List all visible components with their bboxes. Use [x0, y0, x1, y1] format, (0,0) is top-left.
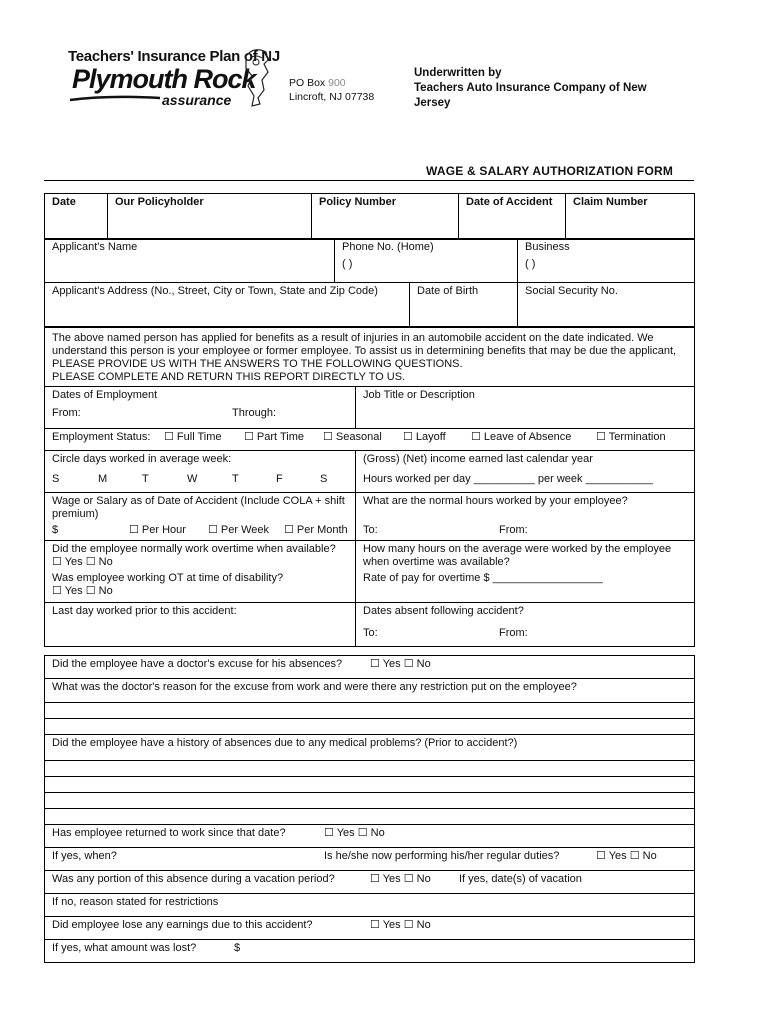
- intro-text: The above named person has applied for benefits as a result of injuries in an automobile accident on the date indicated. We understand this person is your employee or former employee. To assist us in determining benefits that may be due the applicant, PLEASE PROVIDE US WITH THE ANSWERS TO THE FOLLOWING QUESTIONS.: [52, 332, 677, 370]
- last-day-label: Last day worked prior to this accident:: [52, 605, 237, 617]
- absent-to: To:: [363, 627, 378, 639]
- job-title-field[interactable]: [356, 387, 695, 429]
- regular-duties-question: Is he/she now performing his/her regular duties?: [324, 850, 560, 862]
- employment-table: [44, 327, 695, 647]
- regular-duties-yes-no[interactable]: ☐ Yes ☐ No: [596, 850, 657, 862]
- normal-hours-from: From:: [499, 524, 528, 536]
- avg-hours-question: How many hours on the average were worked by the employee when overtime was available?: [363, 543, 672, 568]
- status-part-time[interactable]: ☐ Part Time: [244, 431, 304, 443]
- wage-salary-field[interactable]: [45, 493, 356, 541]
- absent-from: From:: [499, 627, 528, 639]
- income-field[interactable]: [356, 451, 695, 493]
- amount-lost-label: If yes, what amount was lost?: [52, 942, 197, 954]
- phone-home-paren: ( ): [342, 258, 353, 270]
- lost-earnings-row: [45, 917, 695, 940]
- normal-hours-to: To:: [363, 524, 378, 536]
- status-layoff[interactable]: ☐ Layoff: [403, 431, 446, 443]
- per-week-checkbox[interactable]: ☐ Per Week: [208, 524, 270, 536]
- logo-subtext: assurance: [162, 92, 232, 108]
- policy-number-label: Policy Number: [319, 196, 397, 208]
- po-box-number: 900: [328, 77, 346, 89]
- vacation-dates-label: If yes, date(s) of vacation: [459, 873, 582, 885]
- amount-lost-dollar: $: [234, 942, 241, 954]
- applicant-table: [44, 238, 695, 327]
- if-yes-when-label: If yes, when?: [52, 850, 117, 862]
- vacation-yes-no[interactable]: ☐ Yes ☐ No: [370, 873, 431, 885]
- through-label: Through:: [232, 407, 277, 419]
- circle-days-label: Circle days worked in average week:: [52, 453, 232, 465]
- from-label: From:: [52, 407, 81, 419]
- doctor-excuse-question: Did the employee have a doctor's excuse for his absences?: [52, 658, 343, 670]
- underwriter-name: Teachers Auto Insurance Company of New Jersey: [414, 82, 647, 109]
- dates-absent-field[interactable]: [356, 603, 695, 647]
- policy-number-field[interactable]: [312, 194, 459, 240]
- restrictions-label: If no, reason stated for restrictions: [52, 896, 219, 908]
- applicant-address-field[interactable]: [45, 283, 410, 327]
- overtime-hours-field[interactable]: [356, 541, 695, 603]
- ot-disability-yes-no[interactable]: ☐ Yes ☐ No: [52, 585, 113, 597]
- day-fri[interactable]: F: [276, 473, 283, 485]
- doctor-reason-row: [45, 679, 695, 703]
- intro-block: [45, 328, 695, 387]
- history-line-3[interactable]: [45, 793, 695, 809]
- overtime-question: Did the employee normally work overtime when available?: [52, 543, 336, 555]
- business-label: Business: [525, 241, 570, 253]
- normal-hours-field[interactable]: [356, 493, 695, 541]
- day-thu[interactable]: T: [232, 473, 239, 485]
- day-sun[interactable]: S: [52, 473, 60, 485]
- underwriter-block: [414, 66, 684, 111]
- returned-row: [45, 825, 695, 848]
- per-month-checkbox[interactable]: ☐ Per Month: [284, 524, 348, 536]
- doctor-reason-line-2[interactable]: [45, 719, 695, 735]
- hours-worked-label: Hours worked per day __________ per week ___________: [363, 473, 653, 485]
- dob-label: Date of Birth: [417, 285, 479, 297]
- last-day-worked-field[interactable]: [45, 603, 356, 647]
- per-hour-checkbox[interactable]: ☐ Per Hour: [129, 524, 186, 536]
- dates-of-employment-label: Dates of Employment: [52, 389, 158, 401]
- business-phone-field[interactable]: [518, 239, 695, 283]
- doctor-excuse-yes-no[interactable]: ☐ Yes ☐ No: [370, 658, 431, 670]
- logo-wordmark: Plymouth Rock: [72, 64, 256, 94]
- ot-disability-question: Was employee working OT at time of disability?: [52, 572, 284, 584]
- logo-tagline: Teachers' Insurance Plan of NJ: [68, 48, 280, 65]
- logo-swoosh-icon: [68, 95, 163, 103]
- policyholder-field[interactable]: [108, 194, 312, 240]
- wage-dollar: $: [52, 524, 59, 536]
- business-paren: ( ): [525, 258, 536, 270]
- returned-question: Has employee returned to work since that date?: [52, 827, 286, 839]
- status-full-time[interactable]: ☐ Full Time: [164, 431, 222, 443]
- employment-status-label: Employment Status:: [52, 431, 151, 443]
- status-seasonal[interactable]: ☐ Seasonal: [323, 431, 382, 443]
- mailing-address: [289, 76, 374, 104]
- history-line-2[interactable]: [45, 777, 695, 793]
- days-worked-field: [45, 451, 356, 493]
- underwritten-by: Underwritten by: [414, 67, 502, 79]
- history-line-1[interactable]: [45, 761, 695, 777]
- nj-state-seal-icon: [238, 46, 276, 108]
- date-of-birth-field[interactable]: [410, 283, 518, 327]
- applicant-name-field[interactable]: [45, 239, 335, 283]
- job-title-label: Job Title or Description: [363, 389, 475, 401]
- employment-status-row: [45, 429, 695, 451]
- status-leave-of-absence[interactable]: ☐ Leave of Absence: [471, 431, 572, 443]
- day-wed[interactable]: W: [187, 473, 198, 485]
- po-box-label: PO Box: [289, 77, 326, 89]
- income-label: (Gross) (Net) income earned last calendar year: [363, 453, 593, 465]
- phone-home-field[interactable]: [335, 239, 518, 283]
- lost-earnings-question: Did employee lose any earnings due to this accident?: [52, 919, 313, 931]
- wage-label: Wage or Salary as of Date of Accident (Include COLA + shift premium): [52, 495, 345, 520]
- day-sat[interactable]: S: [320, 473, 328, 485]
- dates-absent-label: Dates absent following accident?: [363, 605, 524, 617]
- form-title: WAGE & SALARY AUTHORIZATION FORM: [426, 164, 674, 178]
- vacation-row: [45, 871, 695, 894]
- claim-number-field[interactable]: [566, 194, 695, 240]
- intro-instruction: PLEASE COMPLETE AND RETURN THIS REPORT DIRECTLY TO US.: [52, 371, 406, 383]
- lost-earnings-yes-no[interactable]: ☐ Yes ☐ No: [370, 919, 431, 931]
- restrictions-row[interactable]: [45, 894, 695, 917]
- amount-lost-row[interactable]: [45, 940, 695, 963]
- day-mon[interactable]: M: [98, 473, 108, 485]
- date-of-accident-field[interactable]: [459, 194, 566, 240]
- title-rule: [44, 180, 694, 181]
- history-row: [45, 735, 695, 761]
- city-line: Lincroft, NJ 07738: [289, 91, 375, 103]
- history-line-4[interactable]: [45, 809, 695, 825]
- policy-info-table: [44, 193, 695, 240]
- doctor-excuse-row: [45, 656, 695, 679]
- applicant-address-label: Applicant's Address (No., Street, City or Town, State and Zip Code): [52, 285, 378, 297]
- medical-table: [44, 655, 695, 963]
- ssn-label: Social Security No.: [525, 285, 618, 297]
- history-question: Did the employee have a history of absences due to any medical problems? (Prior to accident?): [52, 737, 518, 749]
- regular-duties-row: [45, 848, 695, 871]
- rate-ot-label: Rate of pay for overtime $ __________________: [363, 572, 603, 584]
- overtime-yes-no[interactable]: ☐ Yes ☐ No: [52, 556, 113, 568]
- policyholder-label: Our Policyholder: [115, 196, 204, 208]
- returned-yes-no[interactable]: ☐ Yes ☐ No: [324, 827, 385, 839]
- doctor-reason-question: What was the doctor's reason for the excuse from work and were there any restriction put on the employee?: [52, 681, 577, 693]
- doctor-reason-line-1[interactable]: [45, 703, 695, 719]
- applicant-name-label: Applicant's Name: [52, 241, 138, 253]
- date-label: Date: [52, 196, 76, 208]
- claim-number-label: Claim Number: [573, 196, 648, 208]
- phone-home-label: Phone No. (Home): [342, 241, 434, 253]
- day-tue[interactable]: T: [142, 473, 149, 485]
- normal-hours-label: What are the normal hours worked by your employee?: [363, 495, 628, 507]
- overtime-field: [45, 541, 356, 603]
- ssn-field[interactable]: [518, 283, 695, 327]
- dates-of-employment-field[interactable]: [45, 387, 356, 429]
- date-of-accident-label: Date of Accident: [466, 196, 553, 208]
- date-field[interactable]: [45, 194, 108, 240]
- status-termination[interactable]: ☐ Termination: [596, 431, 666, 443]
- vacation-question: Was any portion of this absence during a vacation period?: [52, 873, 335, 885]
